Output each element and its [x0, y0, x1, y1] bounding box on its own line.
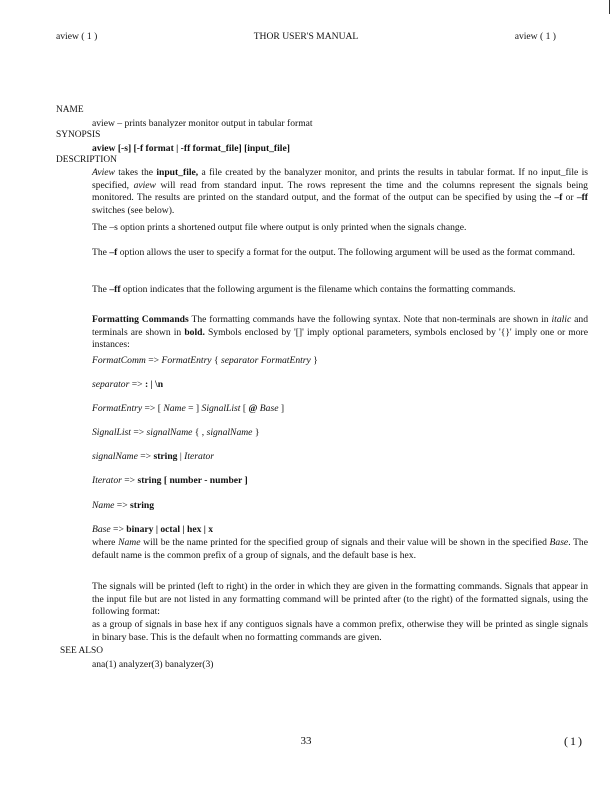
see-also-line: ana(1) analyzer(3) banalyzer(3): [92, 659, 214, 670]
grammar-rule: [92, 355, 318, 366]
text-run: Symbols enclosed by '[]' imply optional parameters, symbols enclosed by '{}' imply one or more instances:: [92, 326, 588, 351]
section-name-heading: NAME: [56, 105, 84, 115]
text-run: as a group of signals in base hex if any contiguos signals have a common prefix, otherwise they will be printed as single signals in binary base. This is the default when no formatting commands are given.: [92, 619, 588, 643]
text-run: => [: [142, 403, 164, 414]
signal-order-paragraph: [92, 581, 588, 619]
text-run: =>: [137, 451, 154, 462]
italic-text: SignalList: [92, 427, 131, 438]
italic-text: Base: [549, 537, 569, 548]
bold-text: input_file,: [156, 167, 199, 178]
text-run: The: [92, 247, 110, 258]
italic-text: signalName: [92, 451, 138, 462]
italic-text: FormatComm: [92, 355, 146, 366]
italic-text: signalName: [206, 427, 253, 438]
text-run: will read from standard input. The rows represent the time and the columns represent the signals being monitored. The results are printed on the standard output, and the format of the output can be specified by using the: [92, 179, 588, 204]
header-title: THOR USER'S MANUAL: [253, 31, 359, 42]
text-run: =>: [121, 475, 138, 486]
grammar-rule: [92, 475, 248, 486]
text-run: }: [310, 355, 318, 366]
bold-text: string [ number - number ]: [137, 475, 248, 486]
text-run: =>: [114, 500, 131, 511]
italic-text: FormatEntry: [92, 403, 143, 414]
italic-text: Base: [92, 524, 111, 535]
header-left: aview ( 1 ): [56, 31, 98, 42]
grammar-rule: [92, 500, 154, 511]
italic-text: signalName: [146, 427, 193, 438]
bold-text: –ff: [109, 284, 121, 295]
text-run: {: [211, 355, 221, 366]
default-format-paragraph: [92, 619, 588, 644]
italic-text: separator: [92, 379, 130, 390]
italic-text: Name: [163, 403, 186, 414]
text-run: }: [252, 427, 260, 438]
bold-text: –f: [554, 192, 563, 204]
italic-text: Name: [92, 500, 115, 511]
text-run: will be the name printed for the specified group of signals and their value will be shown in the specified: [140, 537, 550, 548]
italic-text: Iterator: [92, 475, 122, 486]
grammar-rule: [92, 451, 214, 462]
header-right: aview ( 1 ): [514, 31, 556, 42]
grammar-rule: [92, 427, 259, 438]
name-base-paragraph: [92, 537, 588, 562]
italic-text: separator FormatEntry: [220, 355, 311, 366]
scan-edge-mark: [609, 0, 610, 14]
text-run: switches (see below).: [92, 204, 175, 216]
section-description-heading: DESCRIPTION: [56, 155, 117, 165]
text-run: The –s option prints a shortened output file where output is only printed when the signals change.: [92, 222, 467, 233]
synopsis-line: aview [-s] [-f format | -ff format_file] [input_file]: [92, 143, 290, 154]
bold-text: bold.: [184, 326, 205, 338]
italic-text: italic: [551, 314, 572, 325]
italic-text: Iterator: [184, 451, 215, 462]
text-run: = ]: [185, 403, 202, 414]
italic-text: SignalList: [201, 403, 241, 414]
name-line: aview – prints banalyzer monitor output in tabular format: [92, 118, 313, 129]
grammar-rule: [92, 524, 213, 535]
text-run: =>: [145, 355, 162, 366]
text-run: |: [177, 451, 185, 462]
text-run: The formatting commands have the following syntax. Note that non-terminals are shown in: [188, 314, 552, 325]
footer-section: (1): [564, 734, 584, 748]
text-run: where: [92, 537, 119, 548]
bold-text: : | \n: [144, 379, 164, 390]
section-see-also-heading: SEE ALSO: [60, 646, 103, 656]
bold-text: binary | octal | hex | x: [126, 524, 214, 535]
italic-text: aview: [133, 179, 156, 191]
bold-text: @: [248, 403, 258, 414]
bold-text: –ff: [576, 192, 588, 204]
page-number: 33: [300, 735, 312, 747]
text-run: The signals will be printed (left to right) in the order in which they are given in the formatting commands. Signals that appear in the input file but are not listed in any formatting command will be printed after (to the right) of the formatted signals, using the following format:: [92, 581, 588, 618]
formatting-commands-paragraph: [92, 314, 588, 352]
bold-text: string: [153, 451, 178, 462]
text-run: =>: [110, 524, 127, 535]
text-run: [: [240, 403, 249, 414]
text-run: . The default name is the common prefix of a group of signals, and the default base is hex.: [92, 537, 588, 561]
bold-text: Formatting Commands: [92, 314, 189, 325]
s-option-paragraph: [92, 222, 588, 235]
text-run: takes the: [114, 167, 157, 178]
bold-text: –f: [109, 247, 118, 258]
text-run: a file created by the banalyzer monitor, and prints the results in tabular format. If no input_file is specified,: [92, 167, 588, 191]
ff-option-paragraph: [92, 284, 588, 297]
italic-text: Name: [118, 537, 141, 548]
description-paragraph: [92, 167, 588, 217]
text-run: option allows the user to specify a format for the output. The following argument will be used as the format command.: [117, 247, 575, 258]
italic-text: FormatEntry: [161, 355, 212, 366]
bold-text: string: [130, 500, 154, 511]
italic-text: Aview: [92, 167, 115, 178]
grammar-rule: [92, 379, 163, 390]
text-run: { ,: [192, 427, 207, 438]
text-run: =>: [129, 379, 145, 390]
text-run: and terminals are shown in: [92, 314, 588, 338]
grammar-rule: [92, 403, 284, 414]
text-run: The: [92, 284, 110, 295]
f-option-paragraph: [92, 247, 588, 260]
section-synopsis-heading: SYNOPSIS: [56, 130, 101, 140]
text-run: ]: [278, 403, 285, 414]
italic-text: Base: [259, 403, 279, 414]
text-run: or: [562, 192, 577, 204]
text-run: option indicates that the following argument is the filename which contains the formatting commands.: [120, 284, 516, 295]
text-run: =>: [130, 427, 147, 438]
